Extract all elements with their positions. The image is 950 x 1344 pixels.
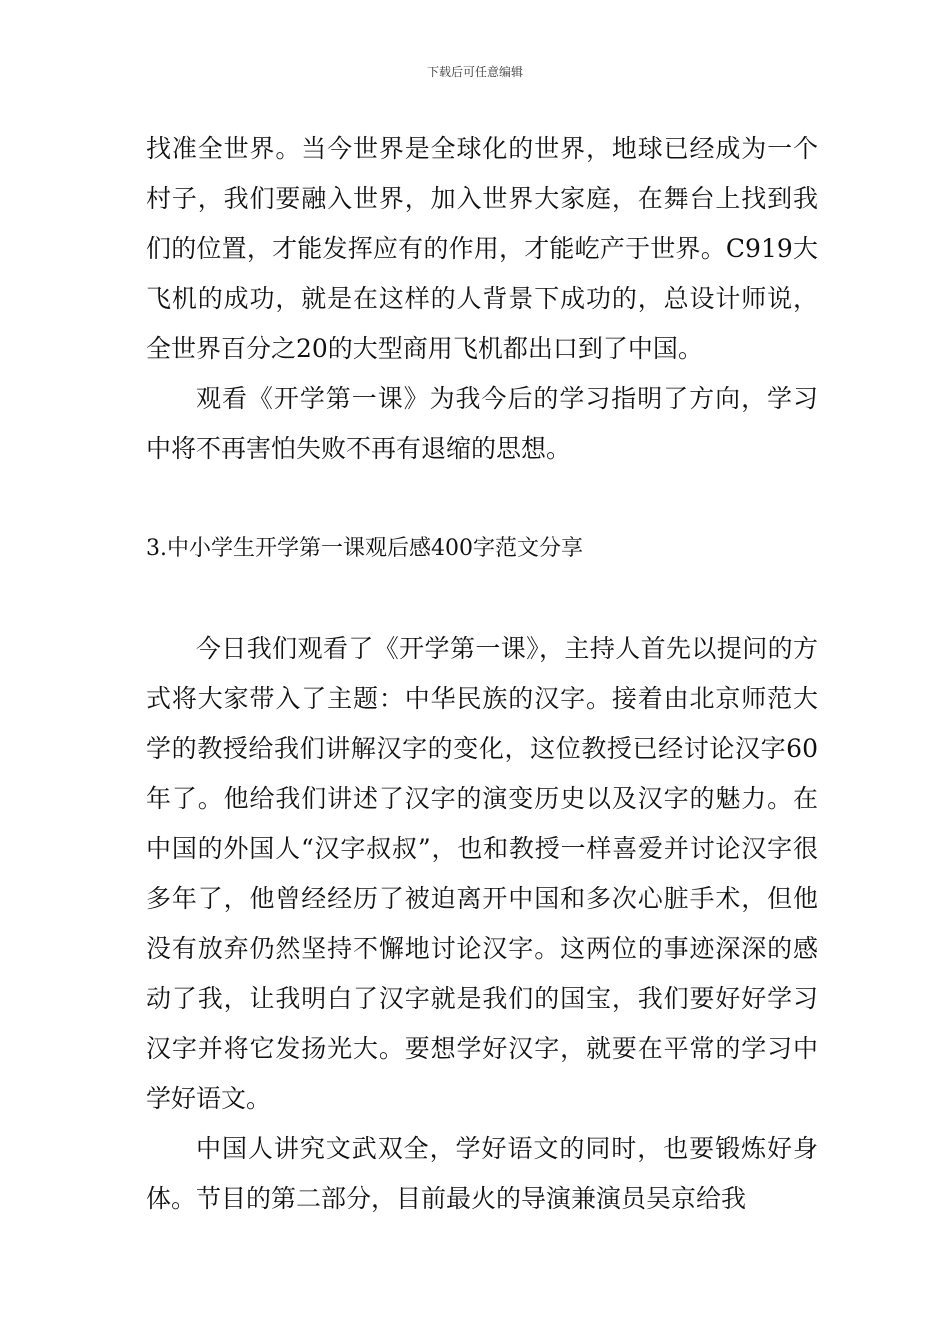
document-body: [146, 124, 818, 1224]
paragraph-body-training: 中国人讲究文武双全，学好语文的同时，也要锻炼好身体。节目的第二部分，目前最火的导演兼演员吴京给我: [146, 1134, 818, 1213]
spacer: [146, 574, 818, 624]
section-heading: 3.中小学生开学第一课观后感400字范文分享: [146, 536, 583, 561]
paragraph-direction: 观看《开学第一课》为我今后的学习指明了方向，学习中将不再害怕失败不再有退缩的思想。: [146, 384, 818, 463]
paragraph-global-world: 找准全世界。当今世界是全球化的世界，地球已经成为一个村子，我们要融入世界，加入世界大家庭，在舞台上找到我们的位置，才能发挥应有的作用，才能屹产于世界。C919大飞机的成功，就是在这样的人背景下成功的，总设计师说，全世界百分之20的大型商用飞机都出口到了中国。: [146, 134, 818, 363]
page-header: 下载后可任意编辑: [426, 65, 523, 79]
spacer: [146, 474, 818, 524]
paragraph-chinese-characters: 今日我们观看了《开学第一课》，主持人首先以提问的方式将大家带入了主题：中华民族的汉字。接着由北京师范大学的教授给我们讲解汉字的变化，这位教授已经讨论汉字60年了。他给我们讲述了汉字的演变历史以及汉字的魅力。在中国的外国人“汉字叔叔”，也和教授一样喜爱并讨论汉字很多年了，他曾经经历了被迫离开中国和多次心脏手术，但他没有放弃仍然坚持不懈地讨论汉字。这两位的事迹深深的感动了我，让我明白了汉字就是我们的国宝，我们要好好学习汉字并将它发扬光大。要想学好汉字，就要在平常的学习中学好语文。: [146, 634, 818, 1113]
